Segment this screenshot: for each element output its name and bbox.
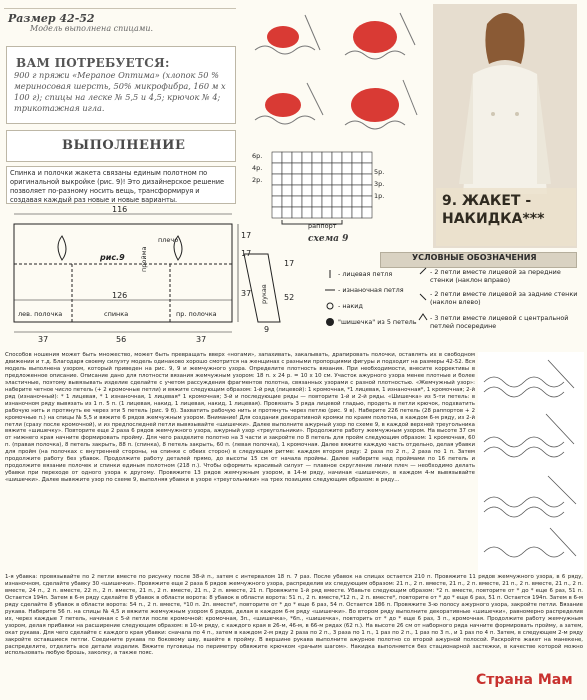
materials-title: ВАМ ПОТРЕБУЕТСЯ: <box>16 56 170 70</box>
dim-sleeve-top: 17 <box>284 259 295 268</box>
legend-title: УСЛОВНЫЕ ОБОЗНАЧЕНИЯ <box>412 253 537 262</box>
stitch-illustrations <box>245 5 425 145</box>
chart-row-label: 5р. <box>374 168 385 176</box>
chart-row-label: 3р. <box>374 180 385 188</box>
label-armhole: пройма <box>140 246 148 272</box>
paragraph: «Шишечка» из 5-ти петель: в изнаночном ряду вывязать из 1 п. 5 п. (1 лицевая, накид, 1 лицевая, накид, 1 лицевая). Провязать 3 ряда лицевой гладью, продеть в петли крючок, подхватить рабочую нить и протянуть ее через эти 5 петель (рис. 9 б). Захватить рабочую нить и протянуть через петлю (рис. 9 в). <box>5 393 476 414</box>
chart-cell <box>362 207 372 218</box>
chart-cell <box>342 185 352 196</box>
instructions-text <box>5 352 475 484</box>
chart-cell <box>312 174 322 185</box>
pattern-schematic <box>0 204 300 352</box>
legend-purl: - изнаночная петля <box>338 286 404 294</box>
chart-cell <box>282 185 292 196</box>
label-left-front: лев. полочка <box>18 310 63 318</box>
chart-cell <box>272 163 282 174</box>
size-title: Размер 42-52 <box>8 12 95 25</box>
chart-cell <box>302 174 312 185</box>
body-outline <box>14 224 232 322</box>
chart-caption: схема 9 <box>308 234 349 244</box>
label-right-front: пр. полочка <box>176 310 217 318</box>
chart-cell <box>312 163 322 174</box>
chart-cell <box>342 174 352 185</box>
armhole-left <box>58 236 66 260</box>
materials-text: 900 г пряжи «Мерапое Оптима» (хлопок 50 % мериносовая шерсть, 50% микрофибра, 160 м х 100 г); спицы на леске № 5,5 и 4,5; крючок № 4; трикотажная игла. <box>14 70 226 113</box>
size-subtitle: Модель выполнена спицами. <box>30 24 154 33</box>
paragraph: Способов ношения может быть множество, может быть превращать вверх «ногами», запахивать, закалывать, драпировать полочки, оставлять их в свободном движении и т.д. Благодаря своему силуэту модель одинаково хорошо смотрится на женщинах с разными пропорциями фигуры и подходит на размеры 42-52. Вся модель выполнена узором, который приведен на рис. 9, 9 и жемчужного узора. Определите плотность вязания. При необходимости, внесите коррективы в предложенное описание. Описание дано для плотности вязания жемчужным узором: 18 п. х 24 р. = 10 х 10 см. Участок ажурного узора менее плотные и более эластичные, поэтому вывязывать изделие сделайте с учетом рассуждения фрагментов полотна, связанных узорами с разной плотностью. <box>5 352 475 386</box>
dim-width-mid: 126 <box>112 291 128 300</box>
execution-title: ВЫПОЛНЕНИЕ <box>62 138 186 153</box>
chart-rapport-label: раппорт <box>308 222 337 230</box>
chart-cell <box>272 152 282 163</box>
instructions-text-continued <box>5 574 583 657</box>
legend-k3tog: - 3 петли вместе лицевой с центральной петлей посередине <box>430 314 569 330</box>
chart-cell <box>312 185 322 196</box>
chart-cell <box>352 174 362 185</box>
description-text: Спинка и полочки жакета связаны единым полотном по оригинальной выкройке (рис. 9)! Это дизайнерское решение позволяет по-разному носить вещь, трансформируя и создавая каждый раз новые и новые варианты. <box>10 169 225 204</box>
chart-cell <box>272 185 282 196</box>
chart-row-label: 4р. <box>252 164 263 172</box>
paragraph: «Жемчужный узор»: наберите четное число петель (+ 2 кромочные петли) и вяжите следующим образом: 1-й ряд (лицевой): 1 кромочная, *1 лицевая, 1 изнаночная*, 1 кромочная; 2-й ряд (изнаночный): * 1 лицевая, * 1 изнаночная, 1 лицевая* 1 кромочная; 3-й и последующие ряды — повторите 1-й и 2-й ряды. <box>5 379 475 400</box>
chart-cell <box>322 174 332 185</box>
legend-knit: - лицевая петля <box>338 270 393 278</box>
legend-bobble: "шишечка" из 5 петель <box>338 318 417 326</box>
legend-symbols <box>322 266 432 330</box>
dim-bottom-mid: 56 <box>116 335 127 344</box>
chart-cell <box>362 152 372 163</box>
chart-cell <box>352 196 362 207</box>
chart-row-label: 1р. <box>374 192 385 200</box>
watermark: Страна Мам <box>476 672 573 688</box>
chart-row-label: 2р. <box>252 176 263 184</box>
chart-cell <box>282 163 292 174</box>
dim-right-lower: 37 <box>241 289 252 298</box>
chart-cell <box>302 152 312 163</box>
chart-cell <box>322 196 332 207</box>
chart-cell <box>322 185 332 196</box>
chart-cell <box>312 196 322 207</box>
chart-cell <box>292 185 302 196</box>
dim-bottom-right: 37 <box>196 335 207 344</box>
chart-cell <box>342 196 352 207</box>
chart-cell <box>352 185 362 196</box>
legend-k2tog-right: - 2 петли вместе лицевой за передние стенки (наклон вправо) <box>430 268 561 284</box>
chart-cell <box>302 196 312 207</box>
chart-cell <box>302 163 312 174</box>
chart-row-label: 6р. <box>252 152 263 160</box>
bobble-step-illustrations <box>478 352 584 574</box>
chart-cell <box>342 152 352 163</box>
chart-cell <box>362 196 372 207</box>
chart-cell <box>282 152 292 163</box>
chart-cell <box>332 174 342 185</box>
dim-bottom-left: 37 <box>38 335 49 344</box>
paragraph: Наберите 226 петель (28 раппортов + 2 кромочные п.) на спицы № 5,5 и вяжите 6 рядов жемчужным узором. Внимание! Для создания декоративной кромки по краям полотна, в каждом 6-м ряду, из 2-й петли (сразу после кромочной), и из предпоследней петли вывязывайте «шишечки». Далее выполните ажурный узор по схеме 9, в каждой верхней треугольника вяжите «шишечку». Повторите еще 2 раза 6 рядов жемчужного узора, ажурный узор «треугольники». Продолжите работу жемчужным узором. На высоте 37 см от нижнего края начните формировать пройму. Для чего разделите полотно на 3 части и закройте по 8 петель для пройм следующим образом: 1 кромочная, 60 п. (правая полочка), 8 петель закрыть, 88 п. (спинка), 8 петель закрыть, 60 п. (левая полочка), 1 кромочная. Далее вяжите каждую часть отдельно, делая убавки для пройм (на полочках с внутренней стороны, на спинке с обеих сторон) в следующем ритме: каждом втором ряду: 2 раза по 2 п., 2 раза по 1 п. Затем продолжите работу без убавок. <box>5 407 475 463</box>
legend-yarn-over: - накид <box>338 302 363 310</box>
chart-cell <box>332 196 342 207</box>
chart-cell <box>292 152 302 163</box>
paragraph: Вязание рукава. Наберите 56 п. на спицы № 4,5 и вяжите жемчужным узором 6 рядов, делая в каждом 6-м ряду «шишечки». Во втором ряду выполните декоративные «шишечки», равномерно распределив их, через каждые 7 петель, начиная с 5-й петли после кромочной: кромочная, 3п., «шишечка», *6п., «шишечка», повторить от * до * еще 6 раз, 3 п., кромочная. Продолжите работу жемчужным узором, делая прибавки на расширение следующим образом: в 10-м ряду, с каждого края в 26-м, 46-м, в 66-м рядах (62 п.). На высоте 26 см от наборного ряда начните формировать пройму, а затем, окат рукава. Для чего сделайте с каждого края убавки: сначала по 4 п., затем в каждом 2-м ряду 2 раза по 2 п., 3 раза по 1 п., 1 раз по 2 п., 1 раз по 3 п., и 1 раз по 4 п. Затем, в следующем 2-м ряду закройте оставшиеся петли. Соедините рукава по боковому шву, вшейте в пройму. В вершине рукава выполните ажурное полотно со второй ажурной полосой. Раскройте жакет на манекене, распределите, отделить все детали изделия. Вяжите пуговицы по периметру обвяжите крючком «рачьим шагом». Накидка выполняется без стационарной застежки, в качестве которой можно использовать любую брошь, заколку, а также пояс. <box>5 601 583 657</box>
chart-cell <box>362 163 372 174</box>
paragraph: 1-я убавка: провязывайте по 2 петли вместе по рисунку после 38-й п., затем с интервалом 18 п. 7 раз. После убавок на спицах остается 210 п. Провяжите 11 рядов жемчужного узора, в 6 ряду, изнаночном, сделайте убавку 30 «шишечки». Провяжите еще 2 раза 6 рядов жемчужного узора, распределив их следующим образом: 21 п., 2 п. вместе, 21 п., 2 п. вместе, 21 п., 2 п. вместе, 21 п., 2 п. вместе, 24 п., 2 п. вместе, 22 п., 2 п. вместе, 21 п., 2 п. вместе, 21 п., 2 п. вместе, 21 п. Провяжите 1-й ряд вместе. Убавьте следующим образом: *2 п. вместе, повторите от * до * еще 6 раз, 51 п. Остается 194п. Затем в 6-м ряду сделайте 8 убавок в области ворота: 8 убавок в области ворота: 51 п., 2 п. вместе,*12 п., 2 п. вместе*, повторите от * до * еще 6 раз, 51 п. Остается 194п. Затем в 6-м ряду сделайте 8 убавок в области ворота: 54 п., 2 п. вместе, *10 п. 2п. вместе*, повторите от * до * еще 6 раз, 54 п. Остается 186 п. Провяжите 3-ю полосу ажурного узора, закройте петли. <box>5 574 583 608</box>
chart-cell <box>342 163 352 174</box>
label-shoulder: плечо <box>158 236 179 244</box>
chart-cell <box>302 207 312 218</box>
dim-width-top: 116 <box>112 205 128 214</box>
chart-cell <box>302 185 312 196</box>
chart-cell <box>292 163 302 174</box>
chart-cell <box>342 207 352 218</box>
chart-cell <box>332 185 342 196</box>
chart-cell <box>362 174 372 185</box>
chart-cell <box>362 185 372 196</box>
paragraph: Продолжите работу деталей прямо, до высоты 15 см от начала проймы. Далее наберите над проймами по 16 петель и продолжите вязание полочек и спинки единым полотном (218 п.). Чтобы оформить красивый силуэт — плавное скругление линии плеч — необходимо делать убавки при переходе от одного узора к другому. Провяжите 13 рядов жемчужным узором, в 14-м ряду, начиная «шишечки», в каждом 4-м вывязывайте «шишечки». Далее вывяжите узор по схеме 9, выполняя убавки в узоре «треугольники» на трех позициях следующим образом: в ряду... <box>5 456 475 484</box>
chart-cell <box>332 163 342 174</box>
chart-cell <box>332 207 342 218</box>
chart-cell <box>322 152 332 163</box>
chart-cell <box>352 152 362 163</box>
chart-cell <box>322 207 332 218</box>
chart-cell <box>352 207 362 218</box>
legend-k2tog-left: - 2 петли вместе лицевой за задние стенки (наклон влево) <box>430 290 578 306</box>
product-title: 9. ЖАКЕТ - НАКИДКА*** <box>442 193 545 227</box>
label-back: спинка <box>104 310 129 318</box>
chart-cell <box>312 152 322 163</box>
chart-cell <box>292 174 302 185</box>
dim-sleeve-bottom: 9 <box>264 325 270 334</box>
dim-upper-right-2: 17 <box>241 249 252 258</box>
chart-cell <box>272 174 282 185</box>
chart-cell <box>322 163 332 174</box>
chart-cell <box>312 207 322 218</box>
fig-label: рис.9 <box>100 253 125 262</box>
dim-sleeve-side: 52 <box>284 293 295 302</box>
dim-upper-right: 17 <box>241 231 252 240</box>
chart-cell <box>282 174 292 185</box>
label-sleeve: рукав <box>260 284 268 304</box>
chart-cell <box>332 152 342 163</box>
chart-cell <box>352 163 362 174</box>
